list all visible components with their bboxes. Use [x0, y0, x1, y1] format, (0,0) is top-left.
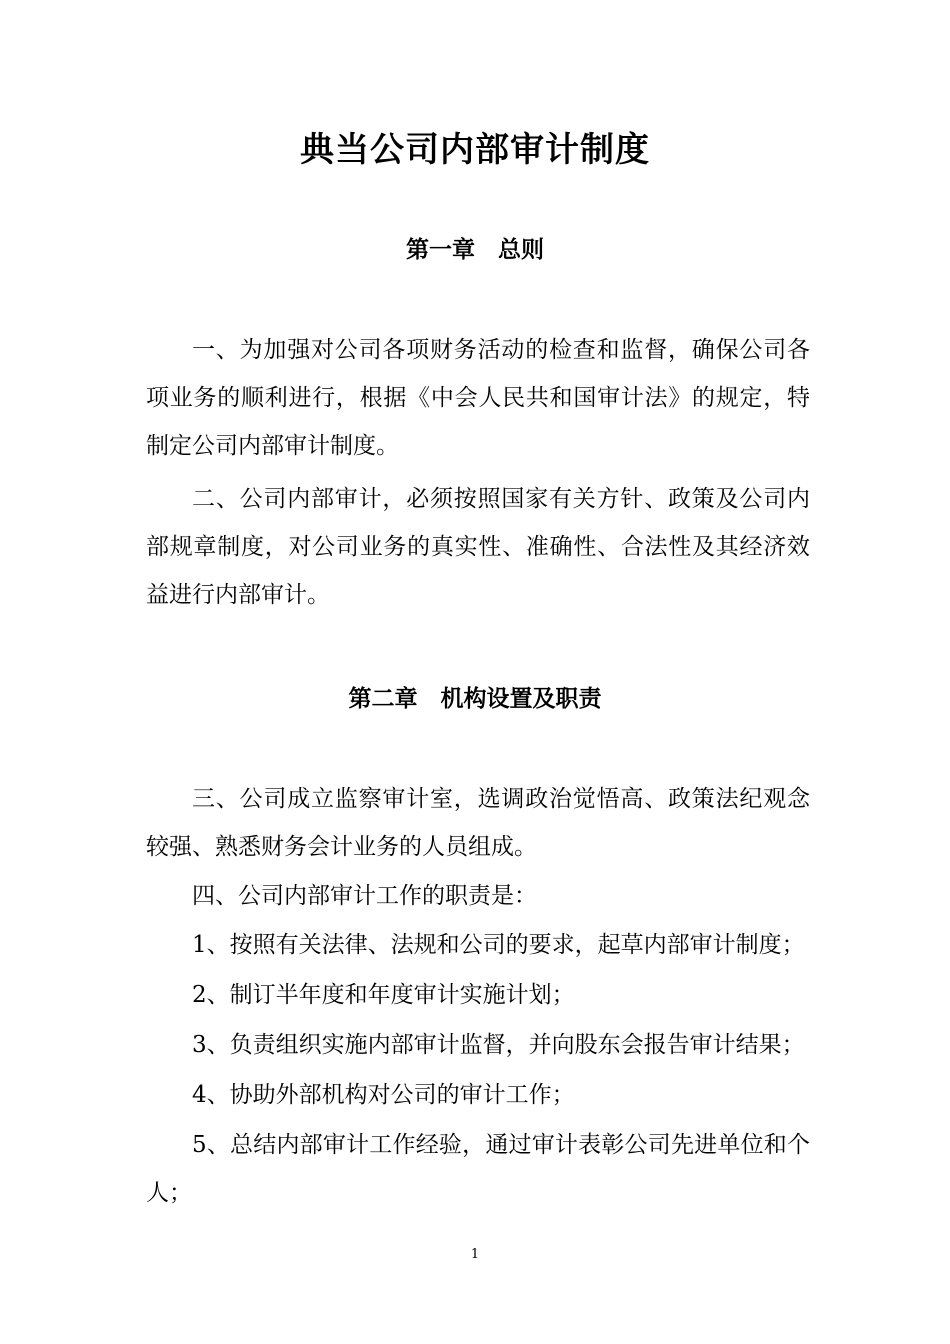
chapter-2-heading: 第二章 机构设置及职责	[348, 686, 602, 712]
paragraph-1: 一、为加强对公司各项财务活动的检查和监督，确保公司各项业务的顺利进行，根据《中会人民共和国审计法》的规定，特制定公司内部审计制度。	[146, 337, 810, 459]
paragraph-3: 三、公司成立监察审计室，选调政治觉悟高、政策法纪观念较强、熟悉财务会计业务的人员组成。	[146, 786, 810, 860]
paragraph-2: 二、公司内部审计，必须按照国家有关方针、政策及公司内部规章制度，对公司业务的真实性、准确性、合法性及其经济效益进行内部审计。	[146, 486, 810, 608]
paragraph-4: 四、公司内部审计工作的职责是：	[192, 883, 537, 909]
duty-item-4: 4、协助外部机构对公司的审计工作；	[192, 1082, 575, 1108]
duty-item-3: 3、负责组织实施内部审计监督，并向股东会报告审计结果；	[192, 1032, 805, 1058]
duty-item-2: 2、制订半年度和年度审计实施计划；	[192, 982, 575, 1008]
document-title: 典当公司内部审计制度	[300, 130, 650, 170]
page-number: 1	[470, 1247, 480, 1262]
duty-item-1: 1、按照有关法律、法规和公司的要求，起草内部审计制度；	[192, 932, 805, 958]
chapter-1-heading: 第一章 总则	[406, 237, 544, 263]
duty-item-5: 5、总结内部审计工作经验，通过审计表彰公司先进单位和个人；	[146, 1132, 810, 1206]
